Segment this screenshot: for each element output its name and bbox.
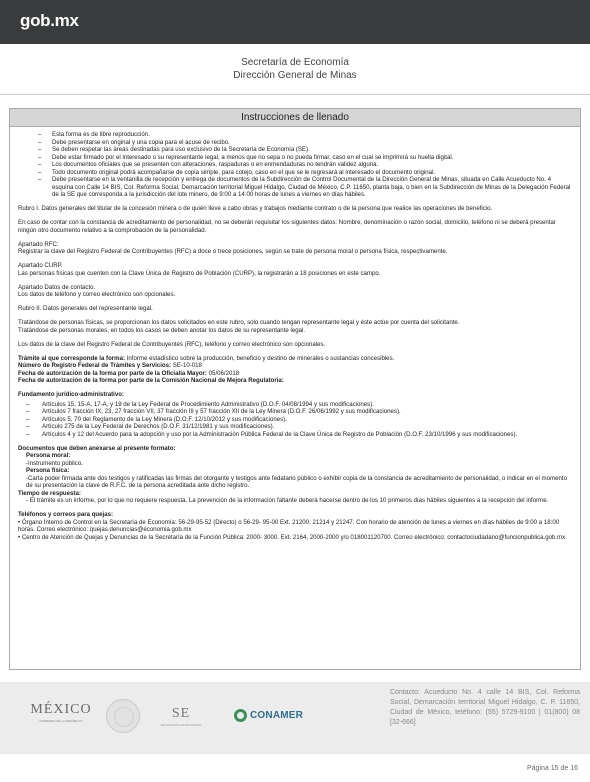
tramite-section: [18, 355, 572, 385]
contact-info: Contacto: Acueducto No. 4 calle 14 BIS, Col. Reforma Social, Demarcación territorial Miguel Hidalgo, C. P. 11650, Ciudad de México, teléfono: (55) 5729-9100 | 01(800) 08 [32-666]: [390, 689, 580, 726]
moral-item: -Instrumento público.: [26, 459, 83, 467]
quejas-section: [18, 511, 572, 541]
list-item: – Los documentos oficiales que se presenten con alteraciones, raspaduras o en enmendaduras no tendrán validez alguna.: [38, 161, 572, 169]
conamer-label: Fecha de autorización de la forma por parte de la Comisión Nacional de Mejora Regulatoria:: [18, 377, 284, 384]
quejas-title: Teléfonos y correos para quejas:: [18, 511, 114, 518]
instruction-list: [38, 131, 572, 199]
tramite-label: Trámite al que corresponde la forma:: [18, 354, 126, 362]
fisica-label: Persona física:: [26, 467, 70, 474]
tramite-value: Informe estadístico sobre la producción, beneficio y destino de minerales o sustancias concesibles.: [126, 354, 395, 362]
list-item: – Esta forma es de libre reproducción.: [38, 131, 572, 139]
tiempo-label: Tiempo de respuesta:: [18, 489, 81, 497]
curp-title: Apartado CURP.: [18, 262, 63, 269]
rubro-1-paragraph: Rubro I. Datos generales del titular de la concesión minera o de quién lleve a cabo obras y trabajos mediante contrato o de la persona que realice las operaciones de beneficio.: [18, 205, 493, 212]
se-logo-text: SE: [171, 706, 191, 721]
fisicas-text: Tratándose de personas físicas, se proporcionan los datos solicitados en este rubro, solo cuando tengan representante legal y éste actúe por cuenta del solicitante.: [18, 319, 460, 326]
fisica-item: -Carta poder firmada ante dos testigos y ratificadas las firmas del otorgante y testigos ante fedatario público o exhibir copia de la constancia de acreditamiento de personalidad, o indicar en el momento de su presentación la clave de R.F.C. de la persona acreditada ante dicho registro.: [26, 474, 567, 489]
mexico-logo-sub: GOBIERNO DE LA REPÚBLICA: [39, 719, 83, 723]
mexico-logo-text: MÉXICO: [30, 702, 92, 717]
list-item: – Debe estar firmado por el interesado o su representante legal, a menos que no sepa o no pueda firmar, caso en el cual se imprimirá su huella digital.: [38, 154, 572, 162]
conamer-line: [18, 377, 572, 385]
fundamento-list: [26, 401, 572, 439]
rfts-value: SE-10-018: [172, 362, 202, 369]
mexico-logo: [30, 702, 92, 723]
list-item: – Artículos 5, 70 del Reglamento de la Ley Minera (D.O.F. 12/10/2012 y sus modificaciones).: [26, 416, 572, 424]
rfts-label: Número de Registro Federal de Trámites y Servicios:: [18, 362, 172, 369]
list-item: – Se deben respetar las áreas destinadas para uso exclusivo de la Secretaría de Economía (SE).: [38, 146, 572, 154]
moral-label: Persona moral:: [26, 452, 71, 459]
contacto-section: [18, 284, 572, 299]
seal-icon: [106, 699, 140, 733]
header-divider: [0, 94, 590, 95]
conamer-icon: [234, 709, 247, 722]
documentos-title: Documentos que deben anexarse al presente formato:: [18, 444, 176, 452]
documentos-section: [18, 445, 572, 505]
quejas-item-1: • Órgano Interno de Control en la Secretaría de Economía: 56-29-95-52 (Directo) o 56-29- 95-00 Ext. 21200, 21214 y 21247. Con horario de atención de lunes a viernes en días hábiles de 9:00 a 18:00 horas. Correo electrónico: quejas.denuncias@economia.gob.mx: [18, 518, 560, 533]
curp-text: Las personas físicas que cuenten con la Clave Única de Registro de Población (CURP), la registrarán a 18 posiciones en este campo.: [18, 269, 381, 277]
se-logo: [150, 706, 212, 727]
fundamento-title: Fundamento jurídico-administrativo:: [18, 391, 124, 398]
gobmx-logo[interactable]: gob.mx: [20, 11, 79, 30]
acreditamiento-paragraph: En caso de contar con la constancia de acreditamiento de personalidad, no se deberán requisitar los siguientes datos: Nombre, denominación o razón social, domicilio, teléfono ni se deberá presentar ningún otro documento relativo a la comprobación de la personalidad.: [18, 219, 556, 234]
contacto-title: Apartado Datos de contacto.: [18, 283, 96, 291]
rubro-2-paragraph: Rubro II. Datos generales del representante legal.: [18, 305, 153, 312]
instructions-frame: [9, 108, 581, 670]
rfts-line: [18, 362, 572, 370]
tramite-line: [18, 355, 572, 363]
oficialia-label: Fecha de autorización de la forma por parte de la Oficialía Mayor:: [18, 369, 207, 377]
list-item: – Todo documento original podrá acompañarse de copia simple, para cotejo, caso en el que se le regresará al interesado el documento original.: [38, 169, 572, 177]
list-item: – Debe presentarse en la ventanilla de recepción y entrega de documentos de la Subdirección de Control Documental de la Dirección General de Minas, situada en Calle Acueducto No. 4 esquina con Calle 14 BIS, Col. Reforma Social, Demarcación territorial Miguel Hidalgo, Ciudad de México, C.P. 11650, planta baja, o bien en la Subdirección de Minas de la Delegación Federal de la SE que corresponda a la jurisdicción del lote minero, de 9:00 a 14:00 horas de lunes a viernes en días hábiles.: [38, 176, 572, 199]
page-footer: [0, 682, 590, 754]
page-header: [0, 56, 590, 82]
list-item: – Artículos 7 fracción IX, 23, 27 fracción VII, 37 fracción III y 57 fracción XII de la Ley Minera (D.O.F. 26/06/1992 y sus modificaciones).: [26, 408, 572, 416]
personas-section: [18, 319, 572, 334]
curp-section: [18, 262, 572, 277]
quejas-item-2: • Centro de Atención de Quejas y Denuncias de la Secretaría de la Función Pública: 2000- 3000. Ext. 2164, 2000-2000 y/o 018001120700. Correo electrónico: contactociudadano@funcionpublica.gob.mx: [18, 533, 566, 541]
oficialia-line: [18, 370, 572, 378]
contacto-text: Los datos de teléfono y correo electrónico son opcionales.: [18, 291, 176, 298]
top-bar: [0, 0, 590, 44]
conamer-logo-text: CONAMER: [250, 709, 304, 721]
org-line-1: Secretaría de Economía: [241, 57, 349, 68]
tiempo-text: - El trámite es un informe, por lo que no requiere respuesta. La prevención de la información faltante deberá hacerse dentro de los 10 primeros días hábiles siguientes a la recepción del informe.: [26, 497, 549, 504]
list-item: – Debe presentarse en original y una copia para el acuse de recibo.: [38, 139, 572, 147]
instructions-content: [18, 131, 572, 541]
list-item: – Artículos 4 y 12 del Acuerdo para la adopción y uso por la Administración Pública Federal de la Clave Única de Registro de Población (D.O.F. 23/10/1996 y sus modificaciones).: [26, 431, 572, 439]
oficialia-value: 05/06/2018: [208, 369, 240, 377]
conamer-logo: [234, 708, 303, 722]
rfc-section: [18, 241, 572, 256]
morales-text: Tratándose de personas morales, en todos los casos se deben anotar los datos de su representante legal.: [18, 326, 306, 334]
page-number: Página 15 de 16: [527, 765, 578, 772]
rfc-title: Apartado RFC:: [18, 240, 59, 248]
fundamento-section: [18, 391, 572, 438]
list-item: – Artículo 275 de la Ley Federal de Derechos (D.O.F. 31/12/1981 y sus modificaciones).: [26, 423, 572, 431]
rfc-text: Registrar la clave del Registro Federal de Contribuyentes (RFC) a doce o trece posiciones, según se trate de persona moral o persona física, respectivamente.: [18, 248, 448, 255]
clave-rfc-paragraph: Los datos de la clave del Registro Federal de Contribuyentes (RFC), teléfono y correo electrónico son opcionales.: [18, 340, 326, 348]
se-logo-sub: SECRETARÍA DE ECONOMÍA: [160, 723, 202, 727]
list-item: – Artículos 15, 15-A, 17-A, y 19 de la Ley Federal de Procedimiento Administrativo (D.O.F. 04/08/1994 y sus modificaciones).: [26, 401, 572, 409]
section-title: Instrucciones de llenado: [10, 109, 580, 127]
org-line-2: Dirección General de Minas: [233, 70, 357, 81]
